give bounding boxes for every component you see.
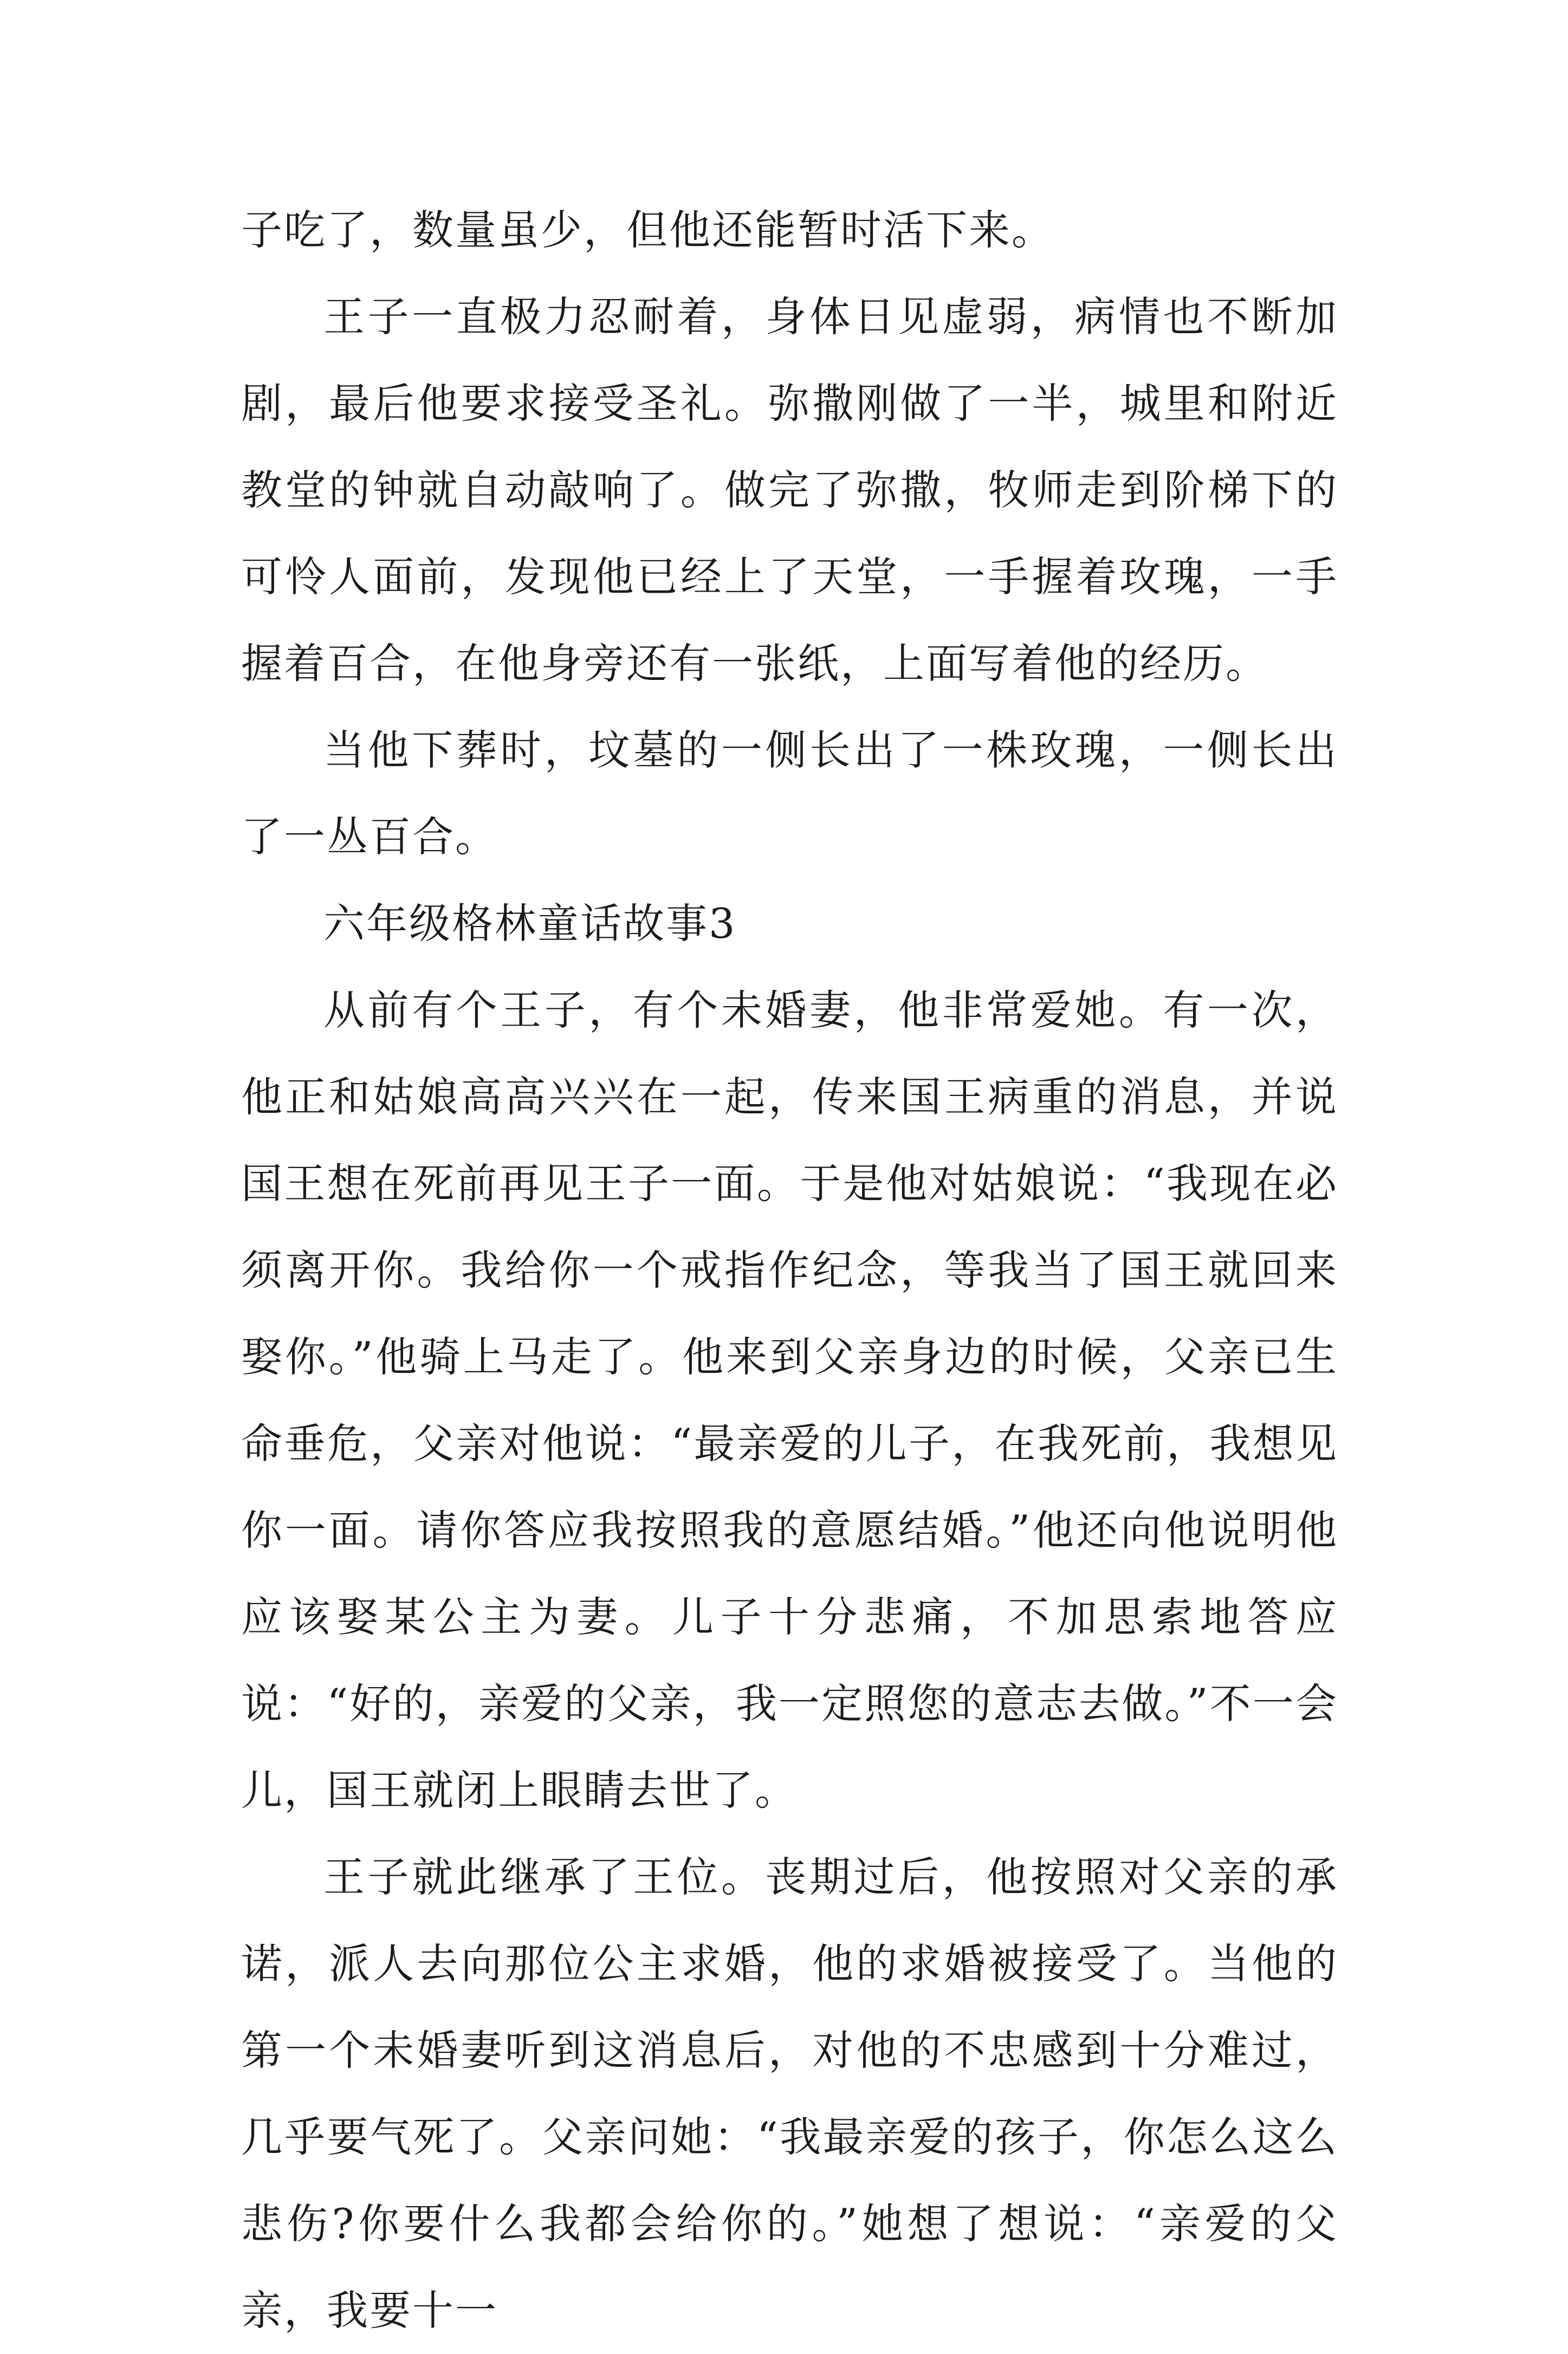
- paragraph-4: 从前有个王子，有个未婚妻，他非常爱她。有一次，他正和姑娘高高兴兴在一起，传来国王病重的消息，并说国王想在死前再见王子一面。于是他对姑娘说：“我现在必须离开你。我给你一个戒指作纪念，等我当了国王就回来娶你。”他骑上马走了。他来到父亲身边的时候，父亲已生命垂危，父亲对他说：“最亲爱的儿子，在我死前，我想见你一面。请你答应我按照我的意愿结婚。”他还向他说明他应该娶某公主为妻。儿子十分悲痛，不加思索地答应说：“好的，亲爱的父亲，我一定照您的意志去做。”不一会儿，国王就闭上眼睛去世了。: [241, 986, 1338, 1814]
- section-title: 六年级格林童话故事3: [323, 899, 737, 948]
- paragraph-5: 王子就此继承了王位。丧期过后，他按照对父亲的承诺，派人去向那位公主求婚，他的求婚被接受了。当他的第一个未婚妻听到这消息后，对他的不忠感到十分难过，几乎要气死了。父亲问她：“我最亲爱的孩子，你怎么这么悲伤?你要什么我都会给你的。”她想了想说：“亲爱的父亲，我要十一: [241, 1853, 1338, 2334]
- paragraph-3: 当他下葬时，坟墓的一侧长出了一株玫瑰，一侧长出了一丛百合。: [241, 726, 1338, 861]
- paragraph-2: 王子一直极力忍耐着，身体日见虚弱，病情也不断加剧，最后他要求接受圣礼。弥撒刚做了一半，城里和附近教堂的钟就自动敲响了。做完了弥撒，牧师走到阶梯下的可怜人面前，发现他已经上了天堂，一手握着玫瑰，一手握着百合，在他身旁还有一张纸，上面写着他的经历。: [241, 293, 1338, 688]
- document-body: [241, 187, 1338, 2354]
- paragraph-1: 子吃了，数量虽少，但他还能暂时活下来。: [241, 206, 1054, 254]
